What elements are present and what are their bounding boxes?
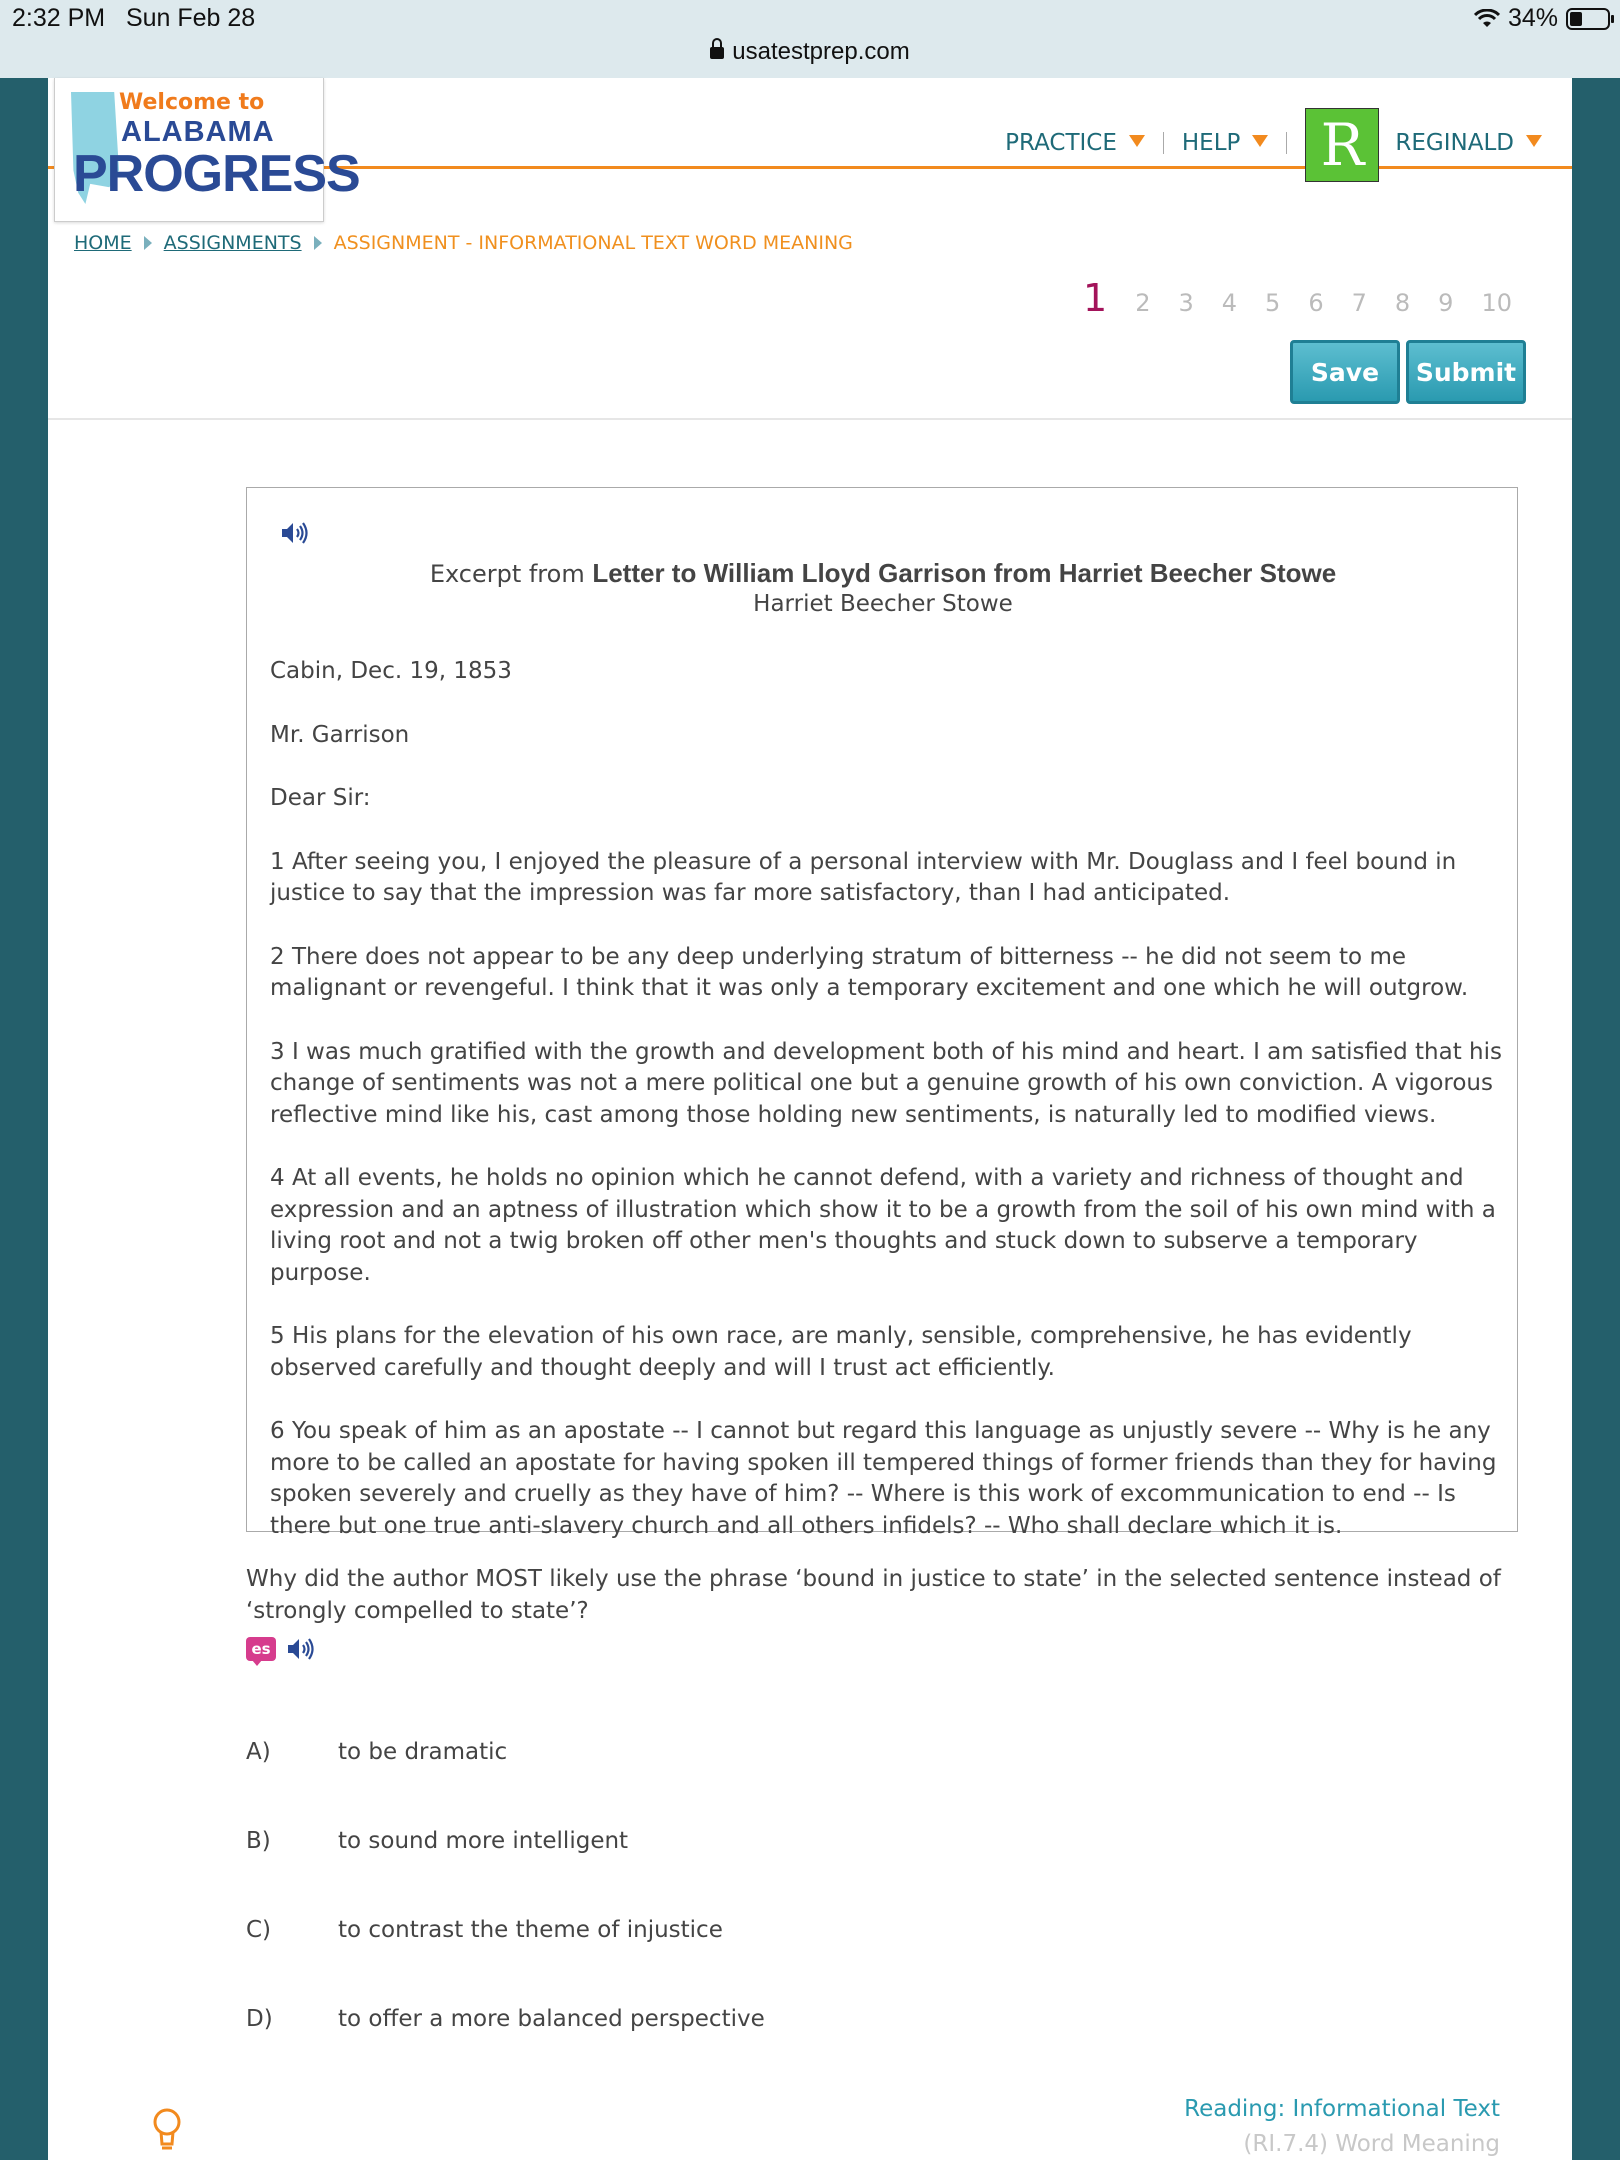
passage-paragraph: 5 His plans for the elevation of his own race, are manly, sensible, comprehensive, he has evidently observed carefully and thought deeply and will I trust act efficiently. — [270, 1323, 1412, 1381]
passage-paragraph: 1 After seeing you, I enjoyed the pleasure of a personal interview with Mr. Douglass and I feel bound in justice to say that the impression was far more satisfactory, than I had anticipated. — [270, 848, 1457, 906]
answer-choice-c[interactable] — [246, 1917, 723, 1943]
url-bar[interactable] — [0, 38, 1620, 66]
breadcrumb-home[interactable]: HOME — [74, 232, 132, 254]
passage-paragraph: 4 At all events, he holds no opinion which he cannot defend, with a variety and richness of thought and expression and an aptness of illustration which show it to be a growth from the soil of his own mind with a living root and not a twig broken off other men's thoughts and stuck down to subserve a temporary purpose. — [270, 1165, 1496, 1286]
choice-letter: B) — [246, 1828, 271, 1854]
header — [48, 78, 1572, 203]
battery-percent: 34% — [1507, 4, 1558, 32]
clock: 2:32 PM — [12, 4, 106, 32]
lock-icon — [710, 47, 724, 59]
passage-salutation: Dear Sir: — [270, 785, 371, 811]
submit-button[interactable]: Submit — [1406, 340, 1526, 404]
choice-text: to contrast the theme of injustice — [338, 1917, 723, 1943]
passage-author: Harriet Beecher Stowe — [753, 591, 1013, 617]
page-number[interactable]: 8 — [1394, 289, 1411, 317]
battery-icon — [1566, 8, 1610, 30]
logo-welcome: Welcome to — [119, 90, 265, 115]
choice-letter: D) — [246, 2006, 273, 2032]
passage-paragraph: 6 You speak of him as an apostate -- I cannot but regard this language as unjustly severe -- Why is he any more to be called an apostate for having spoken ill tempered things of former friends than they for having spoken severely and cruelly as they have of him? -- Where is this work of excommunication to end -- Is there but one true anti-slavery church and all others infidels? -- Who shall declare which it is. — [270, 1418, 1497, 1539]
status-time — [12, 4, 255, 33]
standard-info — [1184, 2092, 1500, 2160]
status-bar — [0, 0, 1620, 78]
caret-down-icon — [1129, 135, 1145, 147]
nav-separator — [1163, 132, 1164, 154]
date: Sun Feb 28 — [125, 4, 256, 32]
question-pager — [1083, 276, 1512, 320]
nav-practice-label: PRACTICE — [1005, 130, 1117, 156]
page — [48, 78, 1572, 2160]
caret-down-icon — [1526, 135, 1542, 147]
save-button[interactable]: Save — [1290, 340, 1400, 404]
passage-box — [246, 487, 1518, 1539]
avatar[interactable]: R — [1305, 108, 1379, 182]
page-number[interactable]: 6 — [1308, 289, 1324, 317]
choice-text: to be dramatic — [338, 1739, 508, 1765]
answer-choice-d[interactable] — [246, 2006, 765, 2032]
breadcrumb-current: ASSIGNMENT - INFORMATIONAL TEXT WORD MEANING — [333, 232, 853, 254]
nav-user-label: REGINALD — [1395, 130, 1514, 156]
choice-text: to sound more intelligent — [338, 1828, 629, 1854]
breadcrumb-arrow-icon — [144, 236, 152, 250]
breadcrumb-arrow-icon — [314, 236, 322, 250]
url-text: usatestprep.com — [732, 38, 910, 65]
passage-title — [247, 558, 1519, 589]
page-number[interactable]: 7 — [1351, 289, 1367, 317]
nav-user[interactable] — [1395, 130, 1542, 156]
spanish-translate-icon[interactable]: es — [246, 1637, 276, 1661]
choice-text: to offer a more balanced perspective — [338, 2006, 765, 2032]
status-indicators — [1474, 4, 1610, 33]
passage-body — [270, 656, 1502, 1574]
answer-choice-a[interactable] — [246, 1739, 507, 1765]
standard-category-link[interactable]: Reading: Informational Text — [1184, 2096, 1500, 2122]
breadcrumb — [74, 232, 853, 254]
nav-help[interactable] — [1182, 130, 1269, 156]
page-number[interactable]: 5 — [1265, 289, 1281, 317]
passage-paragraph: 3 I was much gratified with the growth and development both of his mind and heart. I am satisfied that his change of sentiments was not a mere political one but a genuine growth of his own conviction. A vigorous reflective mind like his, cast among those holding new sentiments, is naturally led to modified views. — [270, 1038, 1502, 1128]
passage-title-text: Letter to William Lloyd Garrison from Harriet Beecher Stowe — [592, 558, 1337, 588]
question-text: Why did the author MOST likely use the phrase ‘bound in justice to state’ in the selected sentence instead of ‘strongly compelled to state’? — [246, 1566, 1501, 1624]
question-tools — [246, 1636, 316, 1662]
wifi-icon — [1474, 9, 1500, 29]
answer-choice-b[interactable] — [246, 1828, 628, 1854]
logo-state: ALABAMA — [121, 116, 275, 148]
passage-title-prefix: Excerpt from — [429, 560, 593, 588]
page-number[interactable]: 9 — [1438, 289, 1454, 317]
passage-recipient: Mr. Garrison — [270, 721, 410, 748]
nav-practice[interactable] — [1005, 130, 1145, 156]
breadcrumb-assignments[interactable]: ASSIGNMENTS — [163, 232, 302, 254]
page-number[interactable]: 10 — [1481, 289, 1512, 317]
page-number[interactable]: 3 — [1178, 289, 1194, 317]
top-nav — [1005, 106, 1542, 180]
section-divider — [48, 418, 1572, 420]
nav-separator — [1286, 132, 1287, 154]
speaker-icon[interactable] — [286, 1636, 316, 1662]
page-number[interactable]: 2 — [1135, 289, 1151, 317]
caret-down-icon — [1252, 135, 1268, 147]
speaker-icon[interactable] — [280, 520, 310, 546]
lightbulb-icon[interactable] — [152, 2108, 182, 2156]
choice-letter: C) — [246, 1917, 272, 1943]
passage-paragraph: 2 There does not appear to be any deep underlying stratum of bitterness -- he did not seem to me malignant or revengeful. I think that it was only a temporary excitement and one which he will outgrow. — [270, 943, 1469, 1001]
site-logo[interactable] — [54, 78, 360, 222]
logo-progress: PROGRESS — [73, 145, 360, 203]
nav-help-label: HELP — [1181, 130, 1241, 156]
choice-letter: A) — [246, 1739, 271, 1765]
page-number[interactable]: 4 — [1221, 289, 1238, 317]
page-number-current[interactable]: 1 — [1083, 276, 1108, 320]
passage-dateline: Cabin, Dec. 19, 1853 — [270, 658, 512, 684]
standard-code: (RI.7.4) Word Meaning — [1243, 2131, 1500, 2157]
